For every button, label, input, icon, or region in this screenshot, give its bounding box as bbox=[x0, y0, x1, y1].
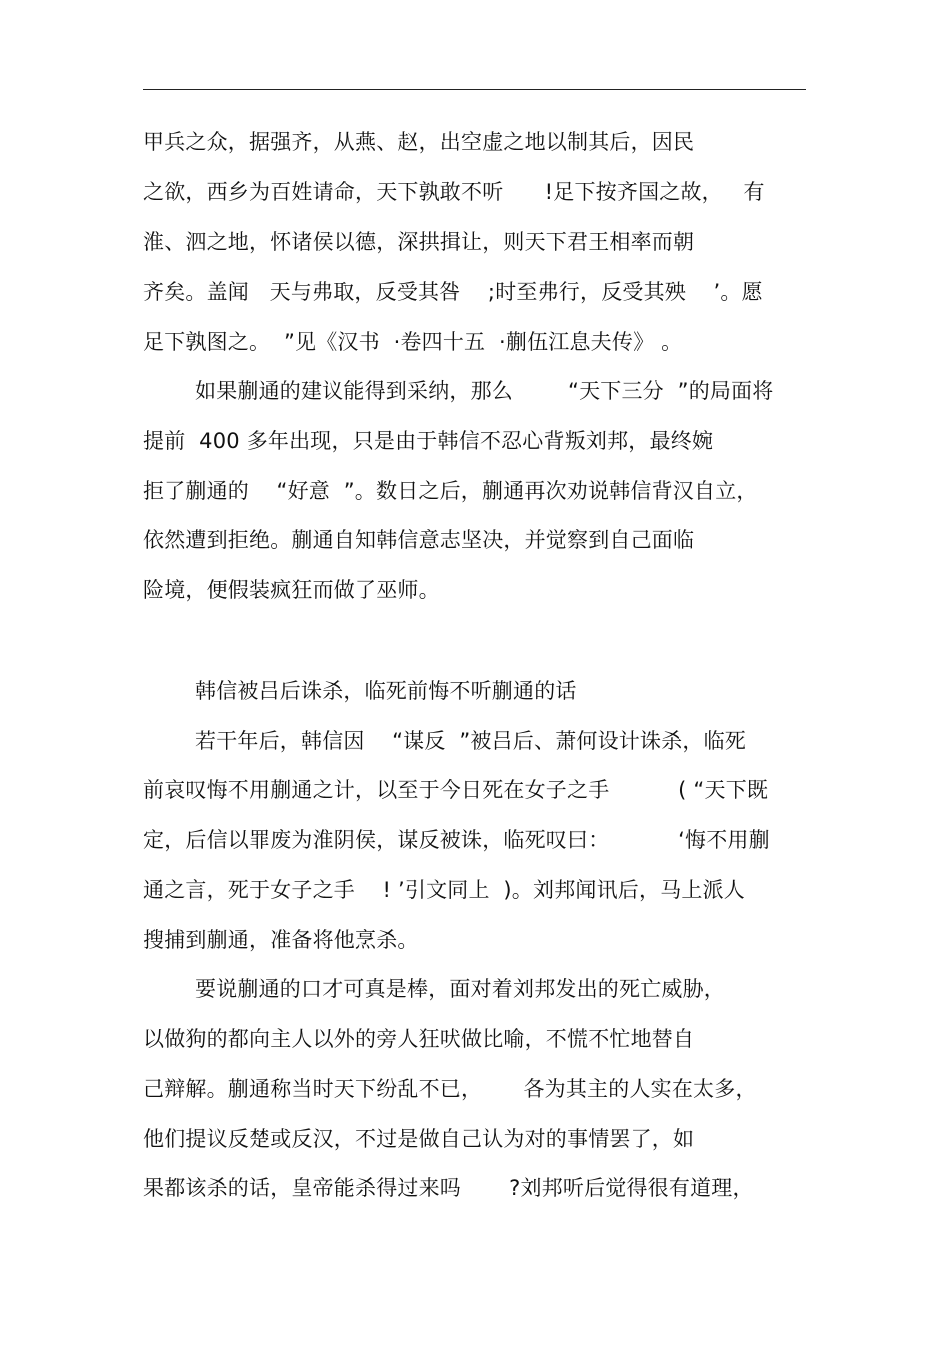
text-line: 甲兵之众，据强齐，从燕、赵，出空虚之地以制其后，因民 bbox=[143, 130, 695, 154]
text-line: 依然遭到拒绝。蒯通自知韩信意志坚决，并觉察到自己面临 bbox=[143, 528, 695, 552]
text-line: 若干年后，韩信因 “谋反 ”被吕后、萧何设计诛杀，临死 bbox=[195, 729, 747, 753]
text-line: 之欲，西乡为百姓请命，天下孰敢不听 !足下按齐国之故， 有 bbox=[143, 180, 765, 204]
text-line: 前哀叹悔不用蒯通之计，以至于今日死在女子之手 ( “天下既 bbox=[143, 778, 769, 802]
text-line: 要说蒯通的口才可真是棒，面对着刘邦发出的死亡威胁， bbox=[195, 977, 725, 1001]
text-line: 己辩解。蒯通称当时天下纷乱不已， 各为其主的人实在太多， bbox=[143, 1077, 757, 1101]
text-line: 以做狗的都向主人以外的旁人狂吠做比喻，不慌不忙地替自 bbox=[143, 1027, 695, 1051]
text-line: 提前 400 多年出现，只是由于韩信不忍心背叛刘邦，最终婉 bbox=[143, 429, 714, 453]
text-line: 淮、泗之地，怀诸侯以德，深拱揖让，则天下君王相率而朝 bbox=[143, 230, 695, 254]
text-line: 齐矣。盖闻 天与弗取，反受其咎 ;时至弗行，反受其殃 ’。愿 bbox=[143, 280, 763, 304]
text-line: 险境，便假装疯狂而做了巫师。 bbox=[143, 578, 440, 602]
header-rule bbox=[143, 89, 806, 90]
text-line: 如果蒯通的建议能得到采纳，那么 “天下三分 ”的局面将 bbox=[195, 379, 774, 403]
text-line: 他们提议反楚或反汉，不过是做自己认为对的事情罢了，如 bbox=[143, 1127, 695, 1151]
section-heading: 韩信被吕后诛杀，临死前悔不听蒯通的话 bbox=[195, 679, 577, 703]
text-line: 足下孰图之。 ”见《汉书 ·卷四十五 ·蒯伍江息夫传》 。 bbox=[143, 330, 683, 354]
text-line: 通之言，死于女子之手 ! ’引文同上 )。刘邦闻讯后，马上派人 bbox=[143, 878, 746, 902]
text-line: 果都该杀的话，皇帝能杀得过来吗 ?刘邦听后觉得很有道理， bbox=[143, 1176, 754, 1200]
text-line: 拒了蒯通的 “好意 ”。数日之后，蒯通再次劝说韩信背汉自立， bbox=[143, 479, 758, 503]
text-line: 定，后信以罪废为淮阴侯，谋反被诛，临死叹曰： ‘悔不用蒯 bbox=[143, 828, 770, 852]
text-line: 搜捕到蒯通，准备将他烹杀。 bbox=[143, 928, 419, 952]
